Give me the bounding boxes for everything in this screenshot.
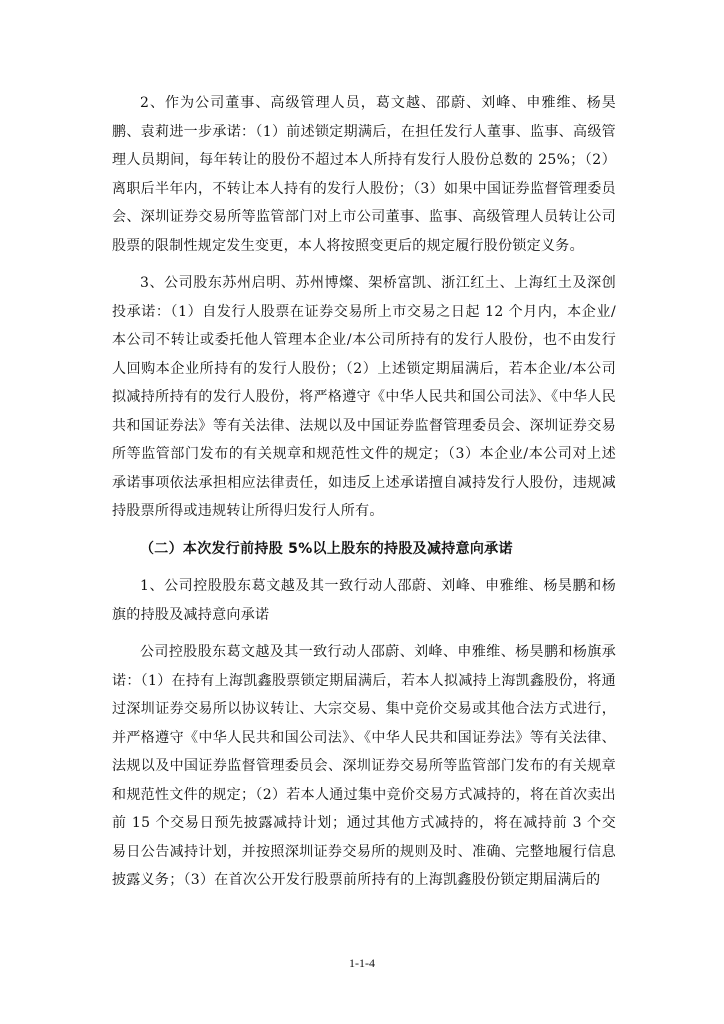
document-body (112, 89, 616, 895)
paragraph-shareholder-commitment: 3、公司股东苏州启明、苏州博燦、架桥富凯、浙江红土、上海红土及深创投承诺：（1）自发行人股票在证券交易所上市交易之日起 12 个月内，本企业/本公司不转让或委托他人管理本企业/本公司所持有的发行人股份，也不由发行人回购本企业所持有的发行人股份；（2）上述锁定期届满后，若本企业/本公司拟减持所持有的发行人股份，将严格遵守《中华人民共和国公司法》、《中华人民共和国证券法》等有关法律、法规以及中国证券监督管理委员会、深圳证券交易所等监管部门发布的有关规章和规范性文件的规定；（3）本企业/本公司对上述承诺事项依法承担相应法律责任，如违反上述承诺擅自减持发行人股份，违规减持股票所得或违规转让所得归发行人所有。 (112, 275, 616, 519)
section-heading: （二）本次发行前持股 5%以上股东的持股及减持意向承诺 (140, 540, 513, 557)
page-number: 1-1-4 (349, 956, 375, 970)
paragraph-director-commitment: 2、作为公司董事、高级管理人员，葛文越、邵蔚、刘峰、申雅维、杨昊鹏、袁莉进一步承诺：（1）前述锁定期满后，在担任发行人董事、监事、高级管理人员期间，每年转让的股份不超过本人所持有发行人股份总数的 25%；（2）离职后半年内，不转让本人持有的发行人股份；（3）如果中国证券监督管理委员会、深圳证券交易所等监管部门对上市公司董事、监事、高级管理人员转让公司股票的限制性规定发生变更，本人将按照变更后的规定履行股份锁定义务。 (112, 95, 616, 254)
paragraph-controlling-shareholder-commitment: 公司控股股东葛文越及其一致行动人邵蔚、刘峰、申雅维、杨昊鹏和杨旗承诺：（1）在持有上海凯鑫股票锁定期届满后，若本人拟减持上海凯鑫股份，将通过深圳证券交易所以协议转让、大宗交易、集中竞价交易或其他合法方式进行，并严格遵守《中华人民共和国公司法》、《中华人民共和国证券法》等有关法律、法规以及中国证券监督管理委员会、深圳证券交易所等监管部门发布的有关规章和规范性文件的规定；（2）若本人通过集中竞价交易方式减持的，将在首次卖出前 15 个交易日预先披露减持计划；通过其他方式减持的，将在减持前 3 个交易日公告减持计划，并按照深圳证券交易所的规则及时、准确、完整地履行信息披露义务；（3）在首次公开发行股票前所持有的上海凯鑫股份锁定期届满后的 (112, 644, 616, 888)
paragraph-subheading-controlling-shareholder: 1、公司控股股东葛文越及其一致行动人邵蔚、刘峰、申雅维、杨昊鹏和杨旗的持股及减持意向承诺 (112, 578, 616, 623)
